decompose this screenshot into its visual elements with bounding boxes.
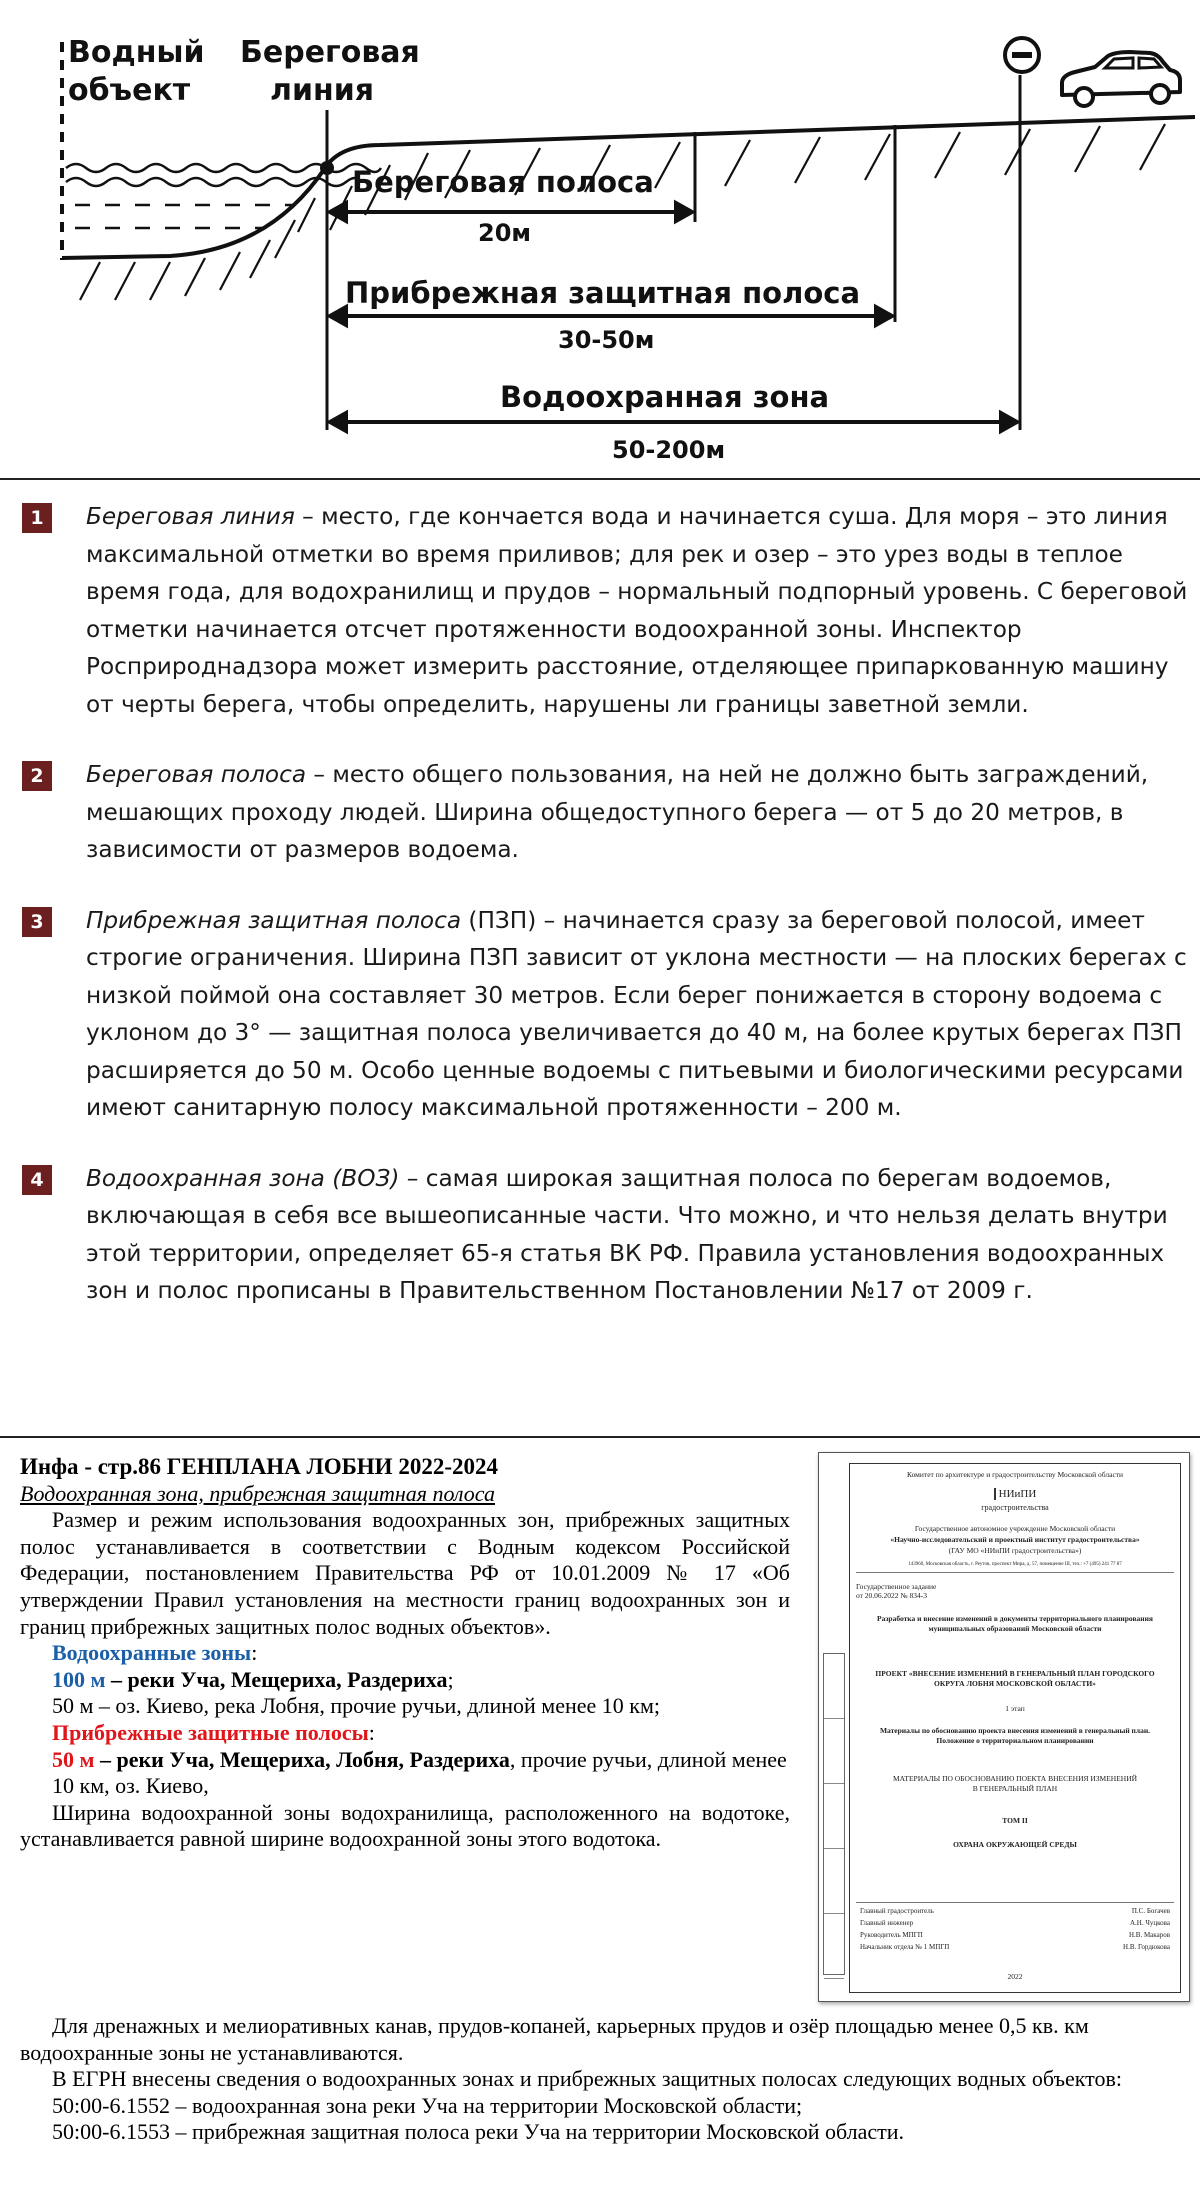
diagram-svg — [0, 0, 1200, 478]
egrn-text: В ЕГРН внесены сведения о водоохранных зонах и прибрежных защитных полосах следующих водных объектов: — [52, 2066, 1122, 2092]
doc-year: 2022 — [1007, 1972, 1023, 1981]
definition-body: – место, где кончается вода и начинается суша. Для моря – это линия максимальной отметки во время приливов; для рек и озер – это урез воды в теплое время года, для водохранилищ и прудов – нормальный подпорный уровень. С береговой отметки начинается отсчет протяженности водоохранной зоны. Инспектор Росприроднадзора может измерить расстояние, отделяющее припаркованную машину от черты берега, чтобы определить, нарушены ли границы заветной земли. — [86, 503, 1188, 718]
definition-number: 3 — [22, 907, 52, 937]
doc-institution-name: «Научно-исследовательский и проектный институт градостроительства» — [890, 1535, 1140, 1544]
doc-institution-short: (ГАУ МО «НИиПИ градостроительства») — [948, 1546, 1082, 1555]
genplan-title — [20, 1454, 790, 1481]
genplan-document-thumbnail — [818, 1452, 1190, 2002]
definition-item — [0, 498, 1200, 723]
drainage-text: Для дренажных и мелиоративных канав, прудов-копаней, карьерных прудов и озёр площадью менее 0,5 кв. км водоохранные зоны не устанавливаются. — [20, 2013, 1089, 2065]
doc-project-title: ПРОЕКТ «ВНЕСЕНИЕ ИЗМЕНЕНИЙ В ГЕНЕРАЛЬНЫЙ ПЛАН ГОРОДСКОГО ОКРУГА ЛОБНЯ МОСКОВСКОЙ ОБЛАСТИ» — [875, 1669, 1155, 1688]
wpz-50-line: 50 м – оз. Киево, река Лобня, прочие ручьи, длиной менее 10 км; — [52, 1693, 660, 1719]
water-object-label-1: Водный — [68, 35, 205, 70]
doc-state-task-date: от 20.06.2022 № 834-3 — [856, 1591, 927, 1600]
definition-term: Береговая линия — [86, 503, 295, 530]
water-protection-zone-label: Водоохранная зона — [500, 380, 830, 414]
doc-logo — [850, 1490, 1180, 1500]
cps-heading-colon: : — [368, 1719, 375, 1745]
cps-50-value: 50 м — [52, 1746, 95, 1772]
cps-heading-line — [20, 1720, 790, 1747]
definition-text — [0, 902, 1200, 1127]
coastal-strip-label: Прибрежная защитная полоса — [345, 276, 861, 310]
doc-logo-sub: градостроительства — [981, 1503, 1049, 1512]
definition-number: 2 — [22, 761, 52, 791]
wpz-heading: Водоохранные зоны — [52, 1640, 252, 1666]
definition-text — [0, 498, 1200, 723]
cps-heading: Прибрежные защитные полосы — [52, 1719, 369, 1745]
document-stamp-strip — [823, 1653, 845, 1975]
wpz-100-value: 100 м — [52, 1666, 106, 1692]
doc-materials: Материалы по обоснованию проекта внесения изменений в генеральный план. Положение о территориальном планировании — [879, 1726, 1151, 1745]
definitions-list — [0, 498, 1200, 1343]
wpz-100-end: ; — [447, 1666, 454, 1692]
genplan-excerpt — [0, 1440, 1200, 2195]
doc-section: ОХРАНА ОКРУЖАЮЩЕЙ СРЕДЫ — [953, 1840, 1077, 1849]
genplan-title-b: - стр.86 ГЕНПЛАНА ЛОБНИ 2022-2024 — [78, 1454, 498, 1479]
doc-volume: ТОМ II — [1002, 1816, 1028, 1825]
cps-50-line — [20, 1747, 790, 1800]
wpz-heading-colon: : — [251, 1640, 258, 1666]
wpz-heading-line — [20, 1640, 790, 1667]
shoreline-label-2: линия — [270, 73, 375, 108]
definition-term: Прибрежная защитная полоса — [86, 906, 462, 934]
reservoir-text: Ширина водоохранной зоны водохранилища, расположенного на водотоке, устанавливается равной ширине водоохранной зоны этого водотока. — [20, 1799, 790, 1852]
egrn-item-2: 50:00-6.1553 – прибрежная защитная полоса реки Уча на территории Московской области. — [52, 2119, 905, 2145]
shore-strip-width: 20м — [478, 219, 532, 247]
doc-state-task: Государственное задание — [856, 1582, 937, 1591]
definition-item — [0, 1160, 1200, 1310]
doc-institution: Государственное автономное учреждение Московской области — [914, 1524, 1116, 1533]
doc-logo-text: НИиПИ — [994, 1488, 1037, 1500]
document-frame: Комитет по архитектуре и градостроительству Московской области НИиПИ градостроительства Государственное автономное учреждение Московской области «Научно-исследовательский и проектный институт градостроительства» (ГАУ МО «НИиПИ градостроительства») 143960, Московская область, г. Реутов, проспект Мира, д. 57, помещение III, тел.: +7 (495) 241 77 87 Государственное задание от 20.06.2022 № 834-3 Разработка и внесение изменений в документы территориального планирования муниципальных образований Московской области ПРОЕКТ «ВНЕСЕНИЕ ИЗМЕНЕНИЙ В ГЕНЕРАЛЬНЫЙ ПЛАН ГОРОДСКОГО ОКРУГА ЛОБНЯ МОСКОВСКОЙ ОБЛАСТИ» 1 этап Материалы по обоснованию проекта внесения изменений в генеральный план. Положение о территориальном планировании МАТЕРИАЛЫ ПО ОБОСНОВАНИЮ ПОЕКТА ВНЕСЕНИЯ ИЗМЕНЕНИЙ В ГЕНЕРАЛЬНЫЙ ПЛАН ТОМ II ОХРАНА ОКРУЖАЮЩЕЙ СРЕДЫ Главный градостроитель П.С. Богачев Главный инженер А.Н. Чуцкова Руководитель МПГП Н.В. Макаров Начальник отдела № 1 МПГП Н.В. Гордюкова 2022 — [849, 1463, 1181, 1993]
definition-body: – место общего пользования, на ней не должно быть заграждений, мешающих проходу людей. Ширина общедоступного берега — от 5 до 20 метров, в зависимости от размеров водоема. — [86, 761, 1149, 863]
egrn-item-1: 50:00-6.1552 – водоохранная зона реки Уча на территории Московской области; — [52, 2092, 803, 2118]
genplan-title-a: Инфа — [20, 1454, 79, 1479]
shore-strip-label: Береговая полоса — [352, 165, 654, 199]
water-protection-zone-width: 50-200м — [612, 436, 726, 464]
definition-item — [0, 756, 1200, 869]
doc-project-work: Разработка и внесение изменений в документы территориального планирования муниципальных образований Московской области — [877, 1614, 1153, 1633]
definition-item — [0, 902, 1200, 1127]
definition-number: 1 — [22, 503, 52, 533]
wpz-100-line — [20, 1667, 790, 1694]
car-icon — [1062, 52, 1180, 106]
genplan-intro: Размер и режим использования водоохранных зон, прибрежных защитных полос устанавливается в соответствии с Водным кодексом Российской Федерации, постановлением Правительства РФ от 10.01.2009 № 17 «Об утверждении Правил установления на местности границ водоохранных зон и границ прибрежных защитных полос водных объектов». — [20, 1507, 790, 1639]
genplan-full-width — [20, 2013, 1190, 2146]
genplan-left-column — [20, 1454, 790, 1853]
wpz-100-rivers: – реки Уча, Мещериха, Раздериха — [105, 1666, 448, 1692]
definition-term: Береговая полоса — [86, 761, 307, 788]
coastal-strip-width: 30-50м — [558, 326, 655, 354]
cps-50-rest: , прочие ручьи, длиной менее 10 км, оз. Киево, — [52, 1746, 787, 1799]
divider-top — [0, 478, 1200, 480]
shoreline-label-1: Береговая — [240, 35, 420, 70]
definition-text — [0, 1160, 1200, 1310]
definition-body: (ПЗП) – начинается сразу за береговой полосой, имеет строгие ограничения. Ширина ПЗП зависит от уклона местности — на плоских берегах с низкой поймой она составляет 30 метров. Если берег понижается в сторону водоема с уклоном до 3° — защитная полоса увеличивается до 40 м, на более крутых берегах ПЗП расширяется до 50 м. Особо ценные водоемы с питьевыми и биологическими ресурсами имеют санитарную полосу максимальной протяженности – 200 м. — [86, 906, 1187, 1121]
cps-50-rivers: – реки Уча, Мещериха, Лобня, Раздериха — [94, 1746, 510, 1772]
doc-stage: 1 этап — [1005, 1704, 1025, 1713]
divider-bottom — [0, 1436, 1200, 1438]
doc-committee: Комитет по архитектуре и градостроительству Московской области — [906, 1470, 1124, 1479]
definition-text — [0, 756, 1200, 869]
definition-body: – самая широкая защитная полоса по берегам водоемов, включающая в себя все вышеописанные части. Что можно, и что нельзя делать внутри этой территории, определяет 65-я статья ВК РФ. Правила установления водоохранных зон и полос прописаны в Правительственном Постановлении №17 от 2009 г. — [86, 1164, 1168, 1304]
doc-address: 143960, Московская область, г. Реутов, проспект Мира, д. 57, помещение III, тел.: +7 (495) 241 77 87 — [908, 1562, 1122, 1567]
doc-materials-caps: МАТЕРИАЛЫ ПО ОБОСНОВАНИЮ ПОЕКТА ВНЕСЕНИЯ ИЗМЕНЕНИЙ В ГЕНЕРАЛЬНЫЙ ПЛАН — [892, 1774, 1138, 1793]
definition-number: 4 — [22, 1165, 52, 1195]
water-zone-diagram — [0, 0, 1200, 478]
no-entry-sign-icon — [1005, 38, 1039, 72]
water-object-label-2: объект — [68, 73, 191, 108]
genplan-subtitle: Водоохранная зона, прибрежная защитная полоса — [20, 1480, 495, 1506]
definition-term: Водоохранная зона (ВОЗ) — [86, 1164, 400, 1192]
